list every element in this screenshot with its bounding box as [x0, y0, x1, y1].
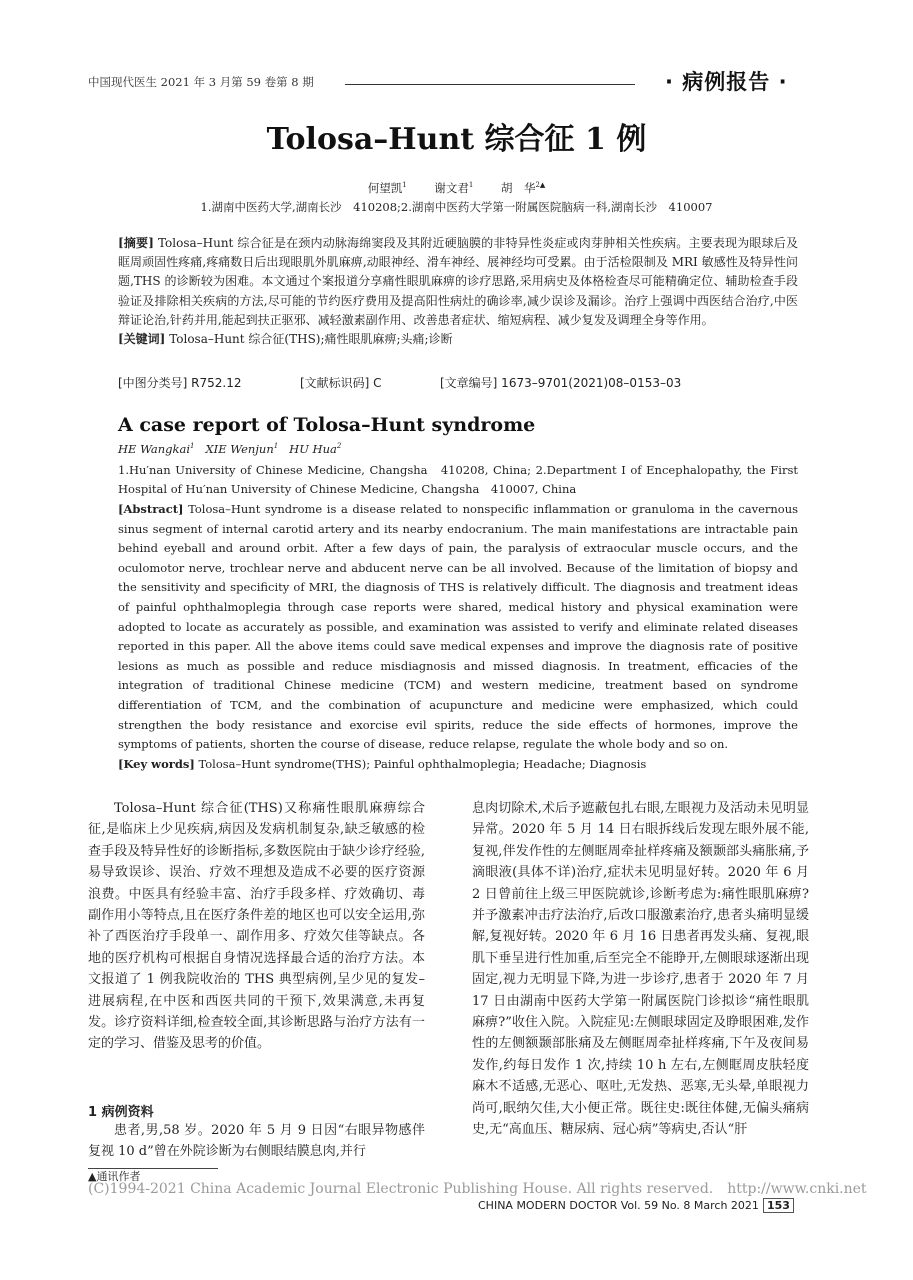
affiliation: 1.湖南中医药大学,湖南长沙 410208;2.湖南中医药大学第一附属医院脑病一科,湖南长沙 410007 [200, 200, 713, 214]
abstract-label: [摘要] [118, 236, 154, 250]
journal-header: 中国现代医生 2021 年 3 月第 59 卷第 8 期 [88, 75, 314, 89]
header-divider [345, 84, 635, 85]
english-abstract: [Abstract] Tolosa–Hunt syndrome is a disease related to nonspecific inflammation or granuloma in the cavernous sinus segment of internal carotid artery and its nearby endocranium. The main manifestations are intractable pain behind eyeball and around orbit. After a few days of pain, the paralysis of extraocular muscle occurs, and the oculomotor nerve, trochlear nerve and abducent nerve can be all involved. Because of the limitation of biopsy and the sensitivity and specificity of MRI, the diagnosis of THS is relatively difficult. The diagnosis and treatment ideas of painful ophthalmoplegia through case reports were shared, medical history and physical examination were adopted to locate as accurately as possible, and examination was assisted to verify and eliminate related diseases reported in this paper. All the above items could save medical expenses and improve the diagnosis rate of positive lesions as much as possible and reduce misdiagnosis and missed diagnosis. In treatment, efficacies of the integration of traditional Chinese medicine (TCM) and western medicine, treatment based on syndrome differentiation of TCM, and the combination of acupuncture and medicine were emphasized, which could strengthen the body resistance and exorcise evil spirits, reduce the side effects of hormones, improve the symptoms of patients, shorten the course of disease, reduce relapse, regulate the whole body and so on. [118, 502, 799, 752]
author-2: 谢文君$^1$ [434, 181, 474, 195]
page-number: 153 [763, 1198, 794, 1213]
case-paragraph: 患者,男,58 岁。2020 年 5 月 9 日因“右眼异物感伴复视 10 d”曾在外院诊断为右侧眼结膜息肉,并行 [88, 1123, 425, 1160]
english-affiliation: 1.Hu′nan University of Chinese Medicine, Changsha 410208, China; 2.Department I of Encephalopathy, the First Hospital of Hu′nan University of Chinese Medicine, Changsha 410007, China [118, 463, 798, 497]
section-heading: 1 病例资料 [88, 1105, 154, 1120]
footer-journal: CHINA MODERN DOCTOR Vol. 59 No. 8 March 2021 [478, 1199, 759, 1212]
page-footer [478, 1198, 794, 1213]
english-title: A case report of Tolosa–Hunt syndrome [118, 414, 536, 436]
section-label: · 病例报告 · [665, 70, 788, 94]
english-keywords: [Key words] Tolosa–Hunt syndrome(THS); Painful ophthalmoplegia; Headache; Diagnosis [118, 757, 647, 771]
chinese-abstract [118, 234, 798, 349]
paper-title: Tolosa–Hunt 综合征 1 例 [266, 122, 647, 157]
keywords-text: Tolosa–Hunt 综合征(THS);痛性眼肌麻痹;头痛;诊断 [169, 332, 453, 347]
english-authors: HE Wangkai$^1$ XIE Wenjun$^1$ HU Hua$^2$ [118, 442, 342, 456]
cnki-watermark: (C)1994-2021 China Academic Journal Electronic Publishing House. All rights reserved. http://www.cnki.net [88, 1181, 867, 1197]
keywords-label: [关键词] [118, 332, 166, 347]
document-code: [文献标识码] C [300, 376, 382, 390]
author-list [0, 180, 913, 196]
right-column-paragraph: 息肉切除术,术后予遮蔽包扎右眼,左眼视力及活动未见明显异常。2020 年 5 月 14 日右眼拆线后发现左眼外展不能,复视,伴发作性的左侧眶周牵扯样疼痛及额颞部头痛胀痛,予滴眼液(具体不详)治疗,症状未见明显好转。2020 年 6 月 2 日曾前往上级三甲医院就诊,诊断考虑为:痛性眼肌麻痹?并予激素冲击疗法治疗,后改口服激素治疗,患者头痛明显缓解,复视好转。2020 年 6 月 16 日患者再发头痛、复视,眼肌下垂呈进行性加重,后至完全不能睁开,左侧眼球逐渐出现固定,视力无明显下降,为进一步诊疗,患者于 2020 年 7 月 17 日由湖南中医药大学第一附属医院门诊拟诊“痛性眼肌麻痹?”收住入院。入院症见:左侧眼球固定及睁眼困难,发作性的左侧额颞部胀痛及左侧眶周牵扯样疼痛,下午及夜间易发作,约每日发作 1 次,持续 10 h 左右,左侧眶周皮肤轻度麻木不适感,无恶心、呕吐,无发热、恶寒,无头晕,单眼视力尚可,眠纳欠佳,大小便正常。既往史:既往体健,无偏头痛病史,无“高血压、糖尿病、冠心病”等病史,否认“肝 [472, 801, 809, 1138]
footnote: ▲通讯作者 [88, 1170, 141, 1183]
author-3: 胡 华$^{2▲}$ [500, 181, 546, 195]
clc-number: [中图分类号] R752.12 [118, 376, 242, 390]
intro-paragraph: Tolosa–Hunt 综合征(THS)又称痛性眼肌麻痹综合征,是临床上少见疾病,病因及发病机制复杂,缺乏敏感的检查手段及特异性好的诊断指标,多数医院由于缺少诊疗经验,易导致误诊、误治、疗效不理想及造成不必要的医疗资源浪费。中医具有经验丰富、治疗手段多样、疗效确切、毒副作用小等特点,且在医疗条件差的地区也可以安全运用,弥补了西医治疗手段单一、副作用多、疗效欠佳等缺点。各地的医疗机构可根据自身情况选择最合适的治疗方法。本文报道了 1 例我院收治的 THS 典型病例,呈少见的复发–进展病程,在中医和西医共同的干预下,效果满意,未再复发。诊疗资料详细,检查较全面,其诊断思路与治疗方法有一定的学习、借鉴及思考的价值。 [88, 801, 425, 1052]
article-number: [文章编号] 1673–9701(2021)08–0153–03 [440, 376, 682, 390]
abstract-text: Tolosa–Hunt 综合征是在颈内动脉海绵窦段及其附近硬脑膜的非特异性炎症或肉芽肿相关性疾病。主要表现为眼球后及眶周顽固性疼痛,疼痛数日后出现眼肌外肌麻痹,动眼神经、滑车神经、展神经均可受累。由于活检限制及 MRI 敏感性及特异性问题,THS 的诊断较为困难。本文通过个案报道分享痛性眼肌麻痹的诊疗思路,采用病史及体格检查尽可能精确定位、辅助检查手段验证及排除相关疾病的方法,尽可能的节约医疗费用及提高阳性病灶的确诊率,减少误诊及漏诊。治疗上强调中西医结合治疗,中医辩证论治,针药并用,能起到扶正驱邪、减轻激素副作用、改善患者症状、缩短病程、减少复发及调理全身等作用。 [118, 236, 798, 327]
author-1: 何望凯$^1$ [367, 181, 407, 195]
